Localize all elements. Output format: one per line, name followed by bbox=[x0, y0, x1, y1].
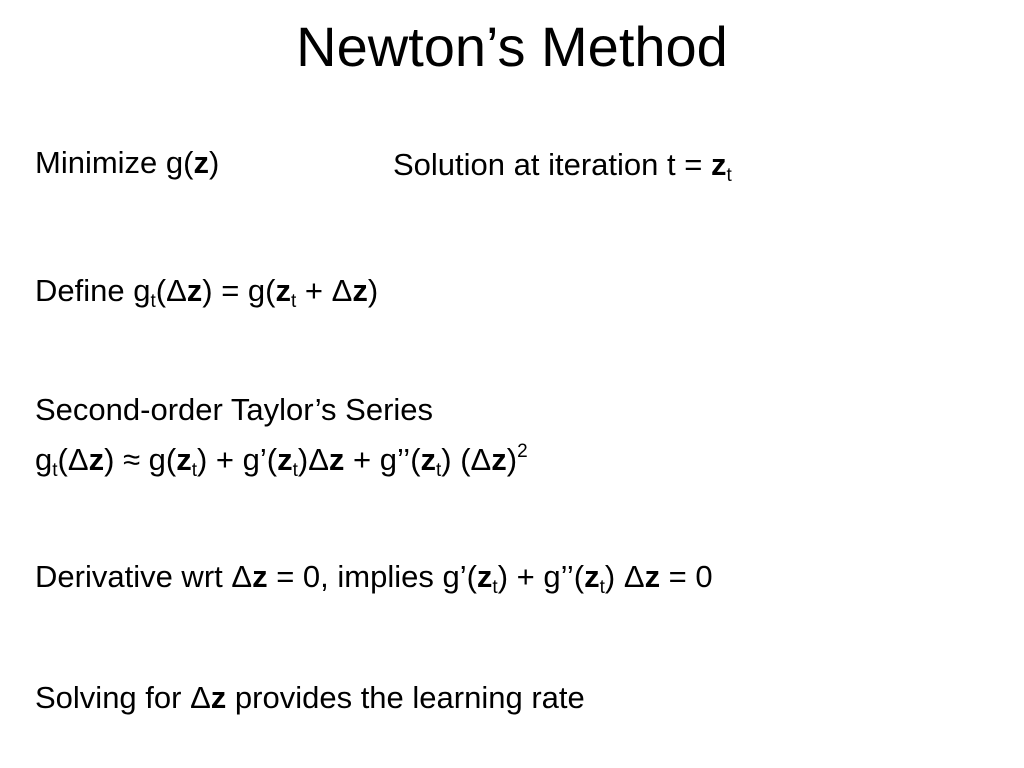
taylor-f-sub: t bbox=[436, 460, 442, 481]
derivative-c: ) + g’’( bbox=[497, 559, 585, 594]
taylor-h-sup: 2 bbox=[517, 441, 528, 462]
derivative-b-var: z bbox=[476, 559, 493, 594]
derivative-line bbox=[35, 557, 713, 597]
minimize-close: ) bbox=[208, 145, 220, 180]
derivative-d-var: z bbox=[644, 559, 661, 594]
solving-b: provides the learning rate bbox=[226, 680, 585, 715]
derivative-b-sub: t bbox=[492, 577, 498, 598]
define-d: + Δ bbox=[296, 273, 353, 308]
taylor-a: g bbox=[35, 442, 53, 477]
define-line bbox=[35, 271, 378, 311]
define-a-sub: t bbox=[150, 291, 156, 312]
taylor-e: )Δ bbox=[297, 442, 329, 477]
solution-sub: t bbox=[726, 165, 732, 186]
taylor-c-var: z bbox=[176, 442, 192, 477]
define-e: ) bbox=[367, 273, 379, 308]
define-b-var: z bbox=[186, 273, 203, 308]
taylor-d: ) + g’( bbox=[196, 442, 278, 477]
solving-line bbox=[35, 678, 585, 718]
taylor-c-sub: t bbox=[191, 460, 197, 481]
define-c: ) = g( bbox=[202, 273, 276, 308]
taylor-g: ) (Δ bbox=[441, 442, 492, 477]
taylor-d-sub: t bbox=[292, 460, 298, 481]
minimize-line bbox=[35, 143, 219, 183]
derivative-b: = 0, implies g’( bbox=[267, 559, 477, 594]
solution-var: z bbox=[710, 147, 727, 182]
derivative-a-var: z bbox=[252, 559, 268, 594]
taylor-d-var: z bbox=[277, 442, 293, 477]
taylor-f: + g’’( bbox=[344, 442, 421, 477]
slide-title: Newton’s Method bbox=[296, 15, 728, 78]
taylor-f-var: z bbox=[420, 442, 437, 477]
solving-a-var: z bbox=[210, 680, 227, 715]
taylor-h: ) bbox=[506, 442, 518, 477]
derivative-a: Derivative wrt Δ bbox=[35, 559, 253, 594]
taylor-b-var: z bbox=[88, 442, 105, 477]
taylor-b: (Δ bbox=[57, 442, 89, 477]
define-a: Define g bbox=[35, 273, 151, 308]
minimize-text: Minimize g( bbox=[35, 145, 194, 180]
define-d-var: z bbox=[352, 273, 368, 308]
minimize-var: z bbox=[193, 145, 209, 180]
derivative-c-var: z bbox=[584, 559, 600, 594]
solving-a: Solving for Δ bbox=[35, 680, 211, 715]
derivative-e: = 0 bbox=[660, 559, 713, 594]
taylor-a-sub: t bbox=[52, 460, 58, 481]
taylor-c: ) ≈ g( bbox=[104, 442, 177, 477]
taylor-g-var: z bbox=[491, 442, 507, 477]
taylor-equation bbox=[35, 440, 528, 480]
taylor-e-var: z bbox=[328, 442, 345, 477]
solution-text: Solution at iteration t = bbox=[393, 147, 711, 182]
derivative-c-sub: t bbox=[599, 577, 605, 598]
taylor-heading: Second-order Taylor’s Series bbox=[35, 392, 434, 427]
define-c-sub: t bbox=[291, 291, 297, 312]
solution-line bbox=[393, 145, 732, 185]
derivative-d: ) Δ bbox=[604, 559, 645, 594]
define-c-var: z bbox=[275, 273, 291, 308]
define-b: (Δ bbox=[155, 273, 187, 308]
